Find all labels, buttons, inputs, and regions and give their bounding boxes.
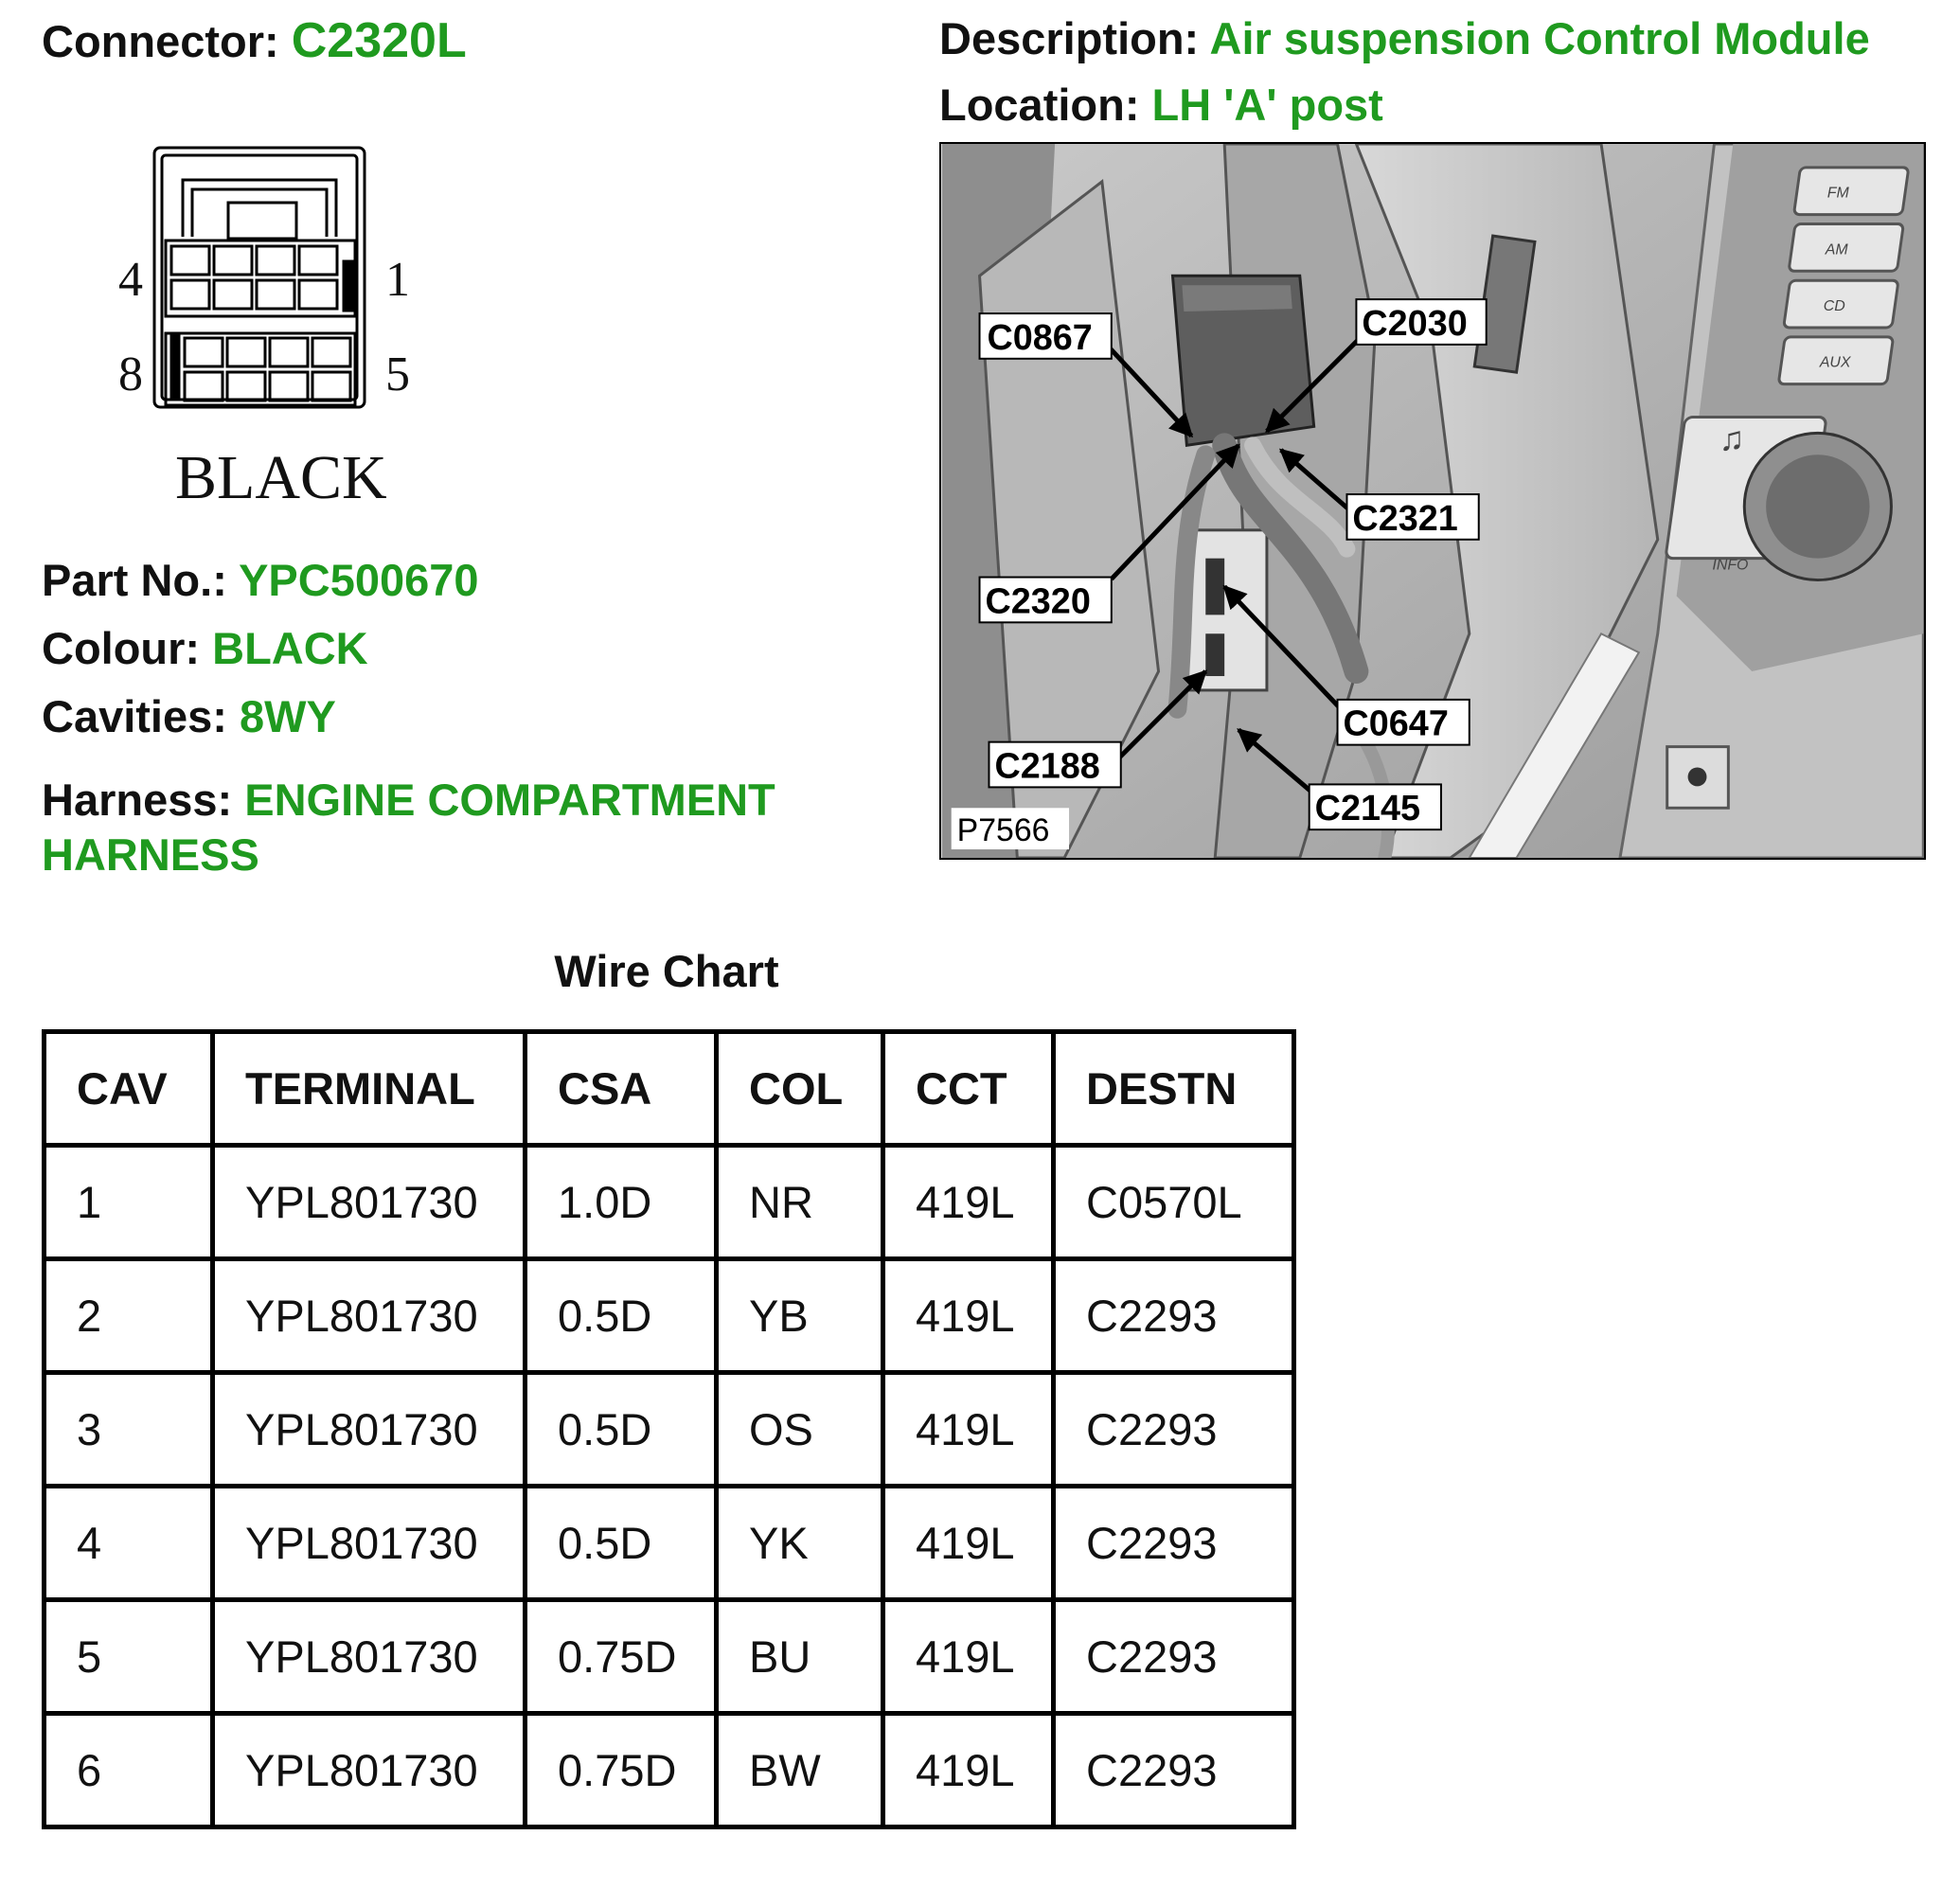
- cell-terminal: YPL801730: [213, 1714, 526, 1827]
- table-row: [45, 1259, 1294, 1373]
- cavities-label: Cavities:: [42, 691, 227, 741]
- cavity-cell: [214, 280, 252, 309]
- cell-col: BW: [717, 1714, 883, 1827]
- table-row: [45, 1487, 1294, 1600]
- colour-value: BLACK: [212, 623, 368, 673]
- cavity-cell: [227, 372, 265, 401]
- cavity-cell: [257, 246, 294, 275]
- cavity-cell: [171, 246, 209, 275]
- pin-label-4: 4: [118, 253, 143, 307]
- cavity-cell: [299, 246, 337, 275]
- cell-cav: 6: [45, 1714, 213, 1827]
- cell-cav: 1: [45, 1146, 213, 1259]
- header-cav: CAV: [45, 1032, 213, 1146]
- table-header-row: [45, 1032, 1294, 1146]
- cell-destn: C2293: [1054, 1487, 1294, 1600]
- wire-chart-table: [42, 1029, 1296, 1829]
- photo-button-cd: CD: [1823, 298, 1845, 315]
- cell-terminal: YPL801730: [213, 1600, 526, 1714]
- header-csa: CSA: [526, 1032, 717, 1146]
- cell-cav: 4: [45, 1487, 213, 1600]
- cell-csa: 0.5D: [526, 1373, 717, 1487]
- cell-csa: 0.75D: [526, 1714, 717, 1827]
- table-row: [45, 1373, 1294, 1487]
- cell-cav: 2: [45, 1259, 213, 1373]
- cell-col: BU: [717, 1600, 883, 1714]
- photo-button-fm: FM: [1826, 185, 1849, 202]
- cell-col: YB: [717, 1259, 883, 1373]
- cell-cct: 419L: [883, 1600, 1054, 1714]
- cell-cav: 3: [45, 1373, 213, 1487]
- photo-button-aux: AUX: [1819, 354, 1851, 371]
- harness-field: [42, 773, 894, 882]
- cavity-cell: [185, 372, 223, 401]
- cell-terminal: YPL801730: [213, 1259, 526, 1373]
- cell-destn: C2293: [1054, 1600, 1294, 1714]
- connector-field: [42, 13, 467, 70]
- cell-cct: 419L: [883, 1487, 1054, 1600]
- cavity-cell: [171, 280, 209, 309]
- callout-c2320: C2320: [985, 581, 1091, 622]
- wire-chart-title: Wire Chart: [554, 946, 779, 996]
- table-row: [45, 1714, 1294, 1827]
- cell-col: OS: [717, 1373, 883, 1487]
- connector-label: Connector:: [42, 16, 279, 66]
- cell-cct: 419L: [883, 1373, 1054, 1487]
- cavity-cell: [312, 338, 350, 366]
- colour-field: [42, 623, 368, 674]
- cell-col: YK: [717, 1487, 883, 1600]
- colour-label: Colour:: [42, 623, 201, 673]
- pin-label-8: 8: [118, 348, 143, 401]
- cell-destn: C0570L: [1054, 1146, 1294, 1259]
- description-field: [939, 13, 1870, 64]
- callout-c2145: C2145: [1314, 789, 1421, 829]
- table-row: [45, 1600, 1294, 1714]
- cell-col: NR: [717, 1146, 883, 1259]
- header-destn: DESTN: [1054, 1032, 1294, 1146]
- cell-terminal: YPL801730: [213, 1373, 526, 1487]
- harness-label: Harness:: [42, 775, 233, 825]
- cell-destn: C2293: [1054, 1714, 1294, 1827]
- connector-face-diagram: [109, 142, 431, 521]
- cavity-cell: [299, 280, 337, 309]
- cavity-cell: [270, 372, 308, 401]
- part-no-value: YPC500670: [239, 555, 479, 605]
- music-note-icon: ♫: [1719, 419, 1745, 458]
- cavity-cell: [214, 246, 252, 275]
- pin-label-5: 5: [385, 348, 410, 401]
- cell-cct: 419L: [883, 1714, 1054, 1827]
- location-value: LH 'A' post: [1151, 80, 1383, 130]
- location-photo: [939, 142, 1926, 860]
- connector-value: C2320L: [291, 13, 467, 68]
- location-label: Location:: [939, 80, 1140, 130]
- callout-c0647: C0647: [1343, 704, 1449, 744]
- header-col: COL: [717, 1032, 883, 1146]
- cell-csa: 0.5D: [526, 1487, 717, 1600]
- photo-figure-id: P7566: [956, 812, 1050, 849]
- cell-csa: 1.0D: [526, 1146, 717, 1259]
- cavity-cell: [257, 280, 294, 309]
- cavity-cell: [312, 372, 350, 401]
- cell-terminal: YPL801730: [213, 1146, 526, 1259]
- part-no-label: Part No.:: [42, 555, 227, 605]
- header-terminal: TERMINAL: [213, 1032, 526, 1146]
- cavity-cell: [227, 338, 265, 366]
- photo-button-info: INFO: [1712, 557, 1749, 574]
- callout-c0867: C0867: [987, 317, 1093, 358]
- cell-cct: 419L: [883, 1259, 1054, 1373]
- cell-destn: C2293: [1054, 1259, 1294, 1373]
- harness-value: ENGINE COMPARTMENT HARNESS: [42, 775, 775, 880]
- cavities-field: [42, 691, 336, 742]
- cell-cct: 419L: [883, 1146, 1054, 1259]
- callout-c2030: C2030: [1362, 303, 1468, 344]
- cell-cav: 5: [45, 1600, 213, 1714]
- cell-destn: C2293: [1054, 1373, 1294, 1487]
- cavity-cell: [270, 338, 308, 366]
- callout-c2321: C2321: [1352, 498, 1458, 539]
- table-row: [45, 1146, 1294, 1259]
- cavities-value: 8WY: [239, 691, 336, 741]
- callout-c2188: C2188: [994, 746, 1100, 787]
- cavity-cell: [185, 338, 223, 366]
- header-cct: CCT: [883, 1032, 1054, 1146]
- pin-label-1: 1: [385, 253, 410, 307]
- description-value: Air suspension Control Module: [1209, 13, 1870, 63]
- cell-csa: 0.75D: [526, 1600, 717, 1714]
- diagram-colour-text: BLACK: [175, 443, 387, 512]
- description-label: Description:: [939, 13, 1200, 63]
- location-field: [939, 80, 1383, 131]
- cell-csa: 0.5D: [526, 1259, 717, 1373]
- photo-button-am: AM: [1825, 241, 1848, 258]
- cell-terminal: YPL801730: [213, 1487, 526, 1600]
- part-no-field: [42, 555, 479, 606]
